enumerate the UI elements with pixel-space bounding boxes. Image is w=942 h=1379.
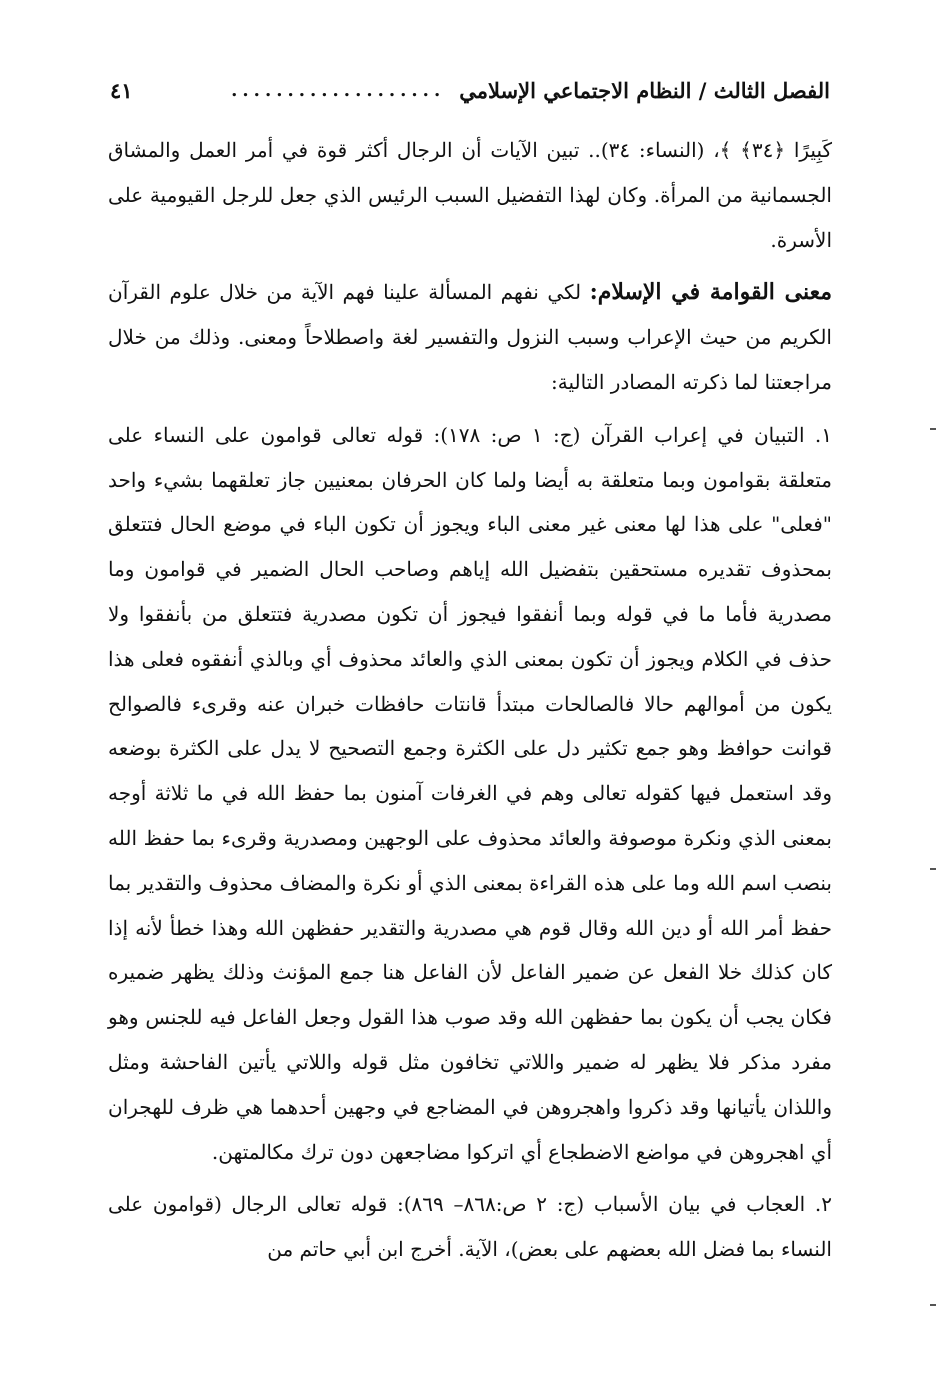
page-number: ٤١ (110, 77, 133, 103)
section-intro-text: لكي نفهم المسألة علينا فهم الآية من خلال علوم القرآن الكريم من حيث الإعراب وسبب النزول والتفسير لغة واصطلاحاً ومعنى. وذلك من خلال مراجعتنا لما ذكرته المصادر التالية: (108, 280, 832, 394)
margin-scan-mark (930, 428, 936, 430)
margin-scan-mark (930, 868, 936, 870)
margin-scan-mark (930, 1304, 936, 1306)
paragraph-source-ujab: ٢. العجاب في بيان الأسباب (ج: ٢ ص:٨٦٨– ٨٦٩): قوله تعالى الرجال (قوامون على النساء بما فضل الله بعضهم على بعض)، الآية. أخرج ابن أبي حاتم من (108, 1192, 833, 1262)
chapter-title: الفصل الثالث / النظام الاجتماعي الإسلامي (459, 77, 830, 103)
paragraph-verse-commentary: كَبِيرًا ﴿٣٤﴾ ﴾، (النساء: ٣٤).. تبين الآيات أن الرجال أكثر قوة في أمر العمل والمشاق الجسمانية من المرأة. وكان لهذا التفضيل السبب الرئيس الذي جعل للرجل القيومية على الأسرة. (108, 138, 832, 252)
page-header (110, 70, 830, 110)
section-heading: معنى القوامة في الإسلام: (589, 279, 833, 306)
header-leader-dots: ................... (231, 79, 446, 101)
paragraph-source-tibyan: ١. التبيان في إعراب القرآن (ج: ١ ص: ١٧٨): قوله تعالى قوامون على النساء على متعلقة بقوامون وبما متعلقة به أيضا ولما كان الحرفان بمعنيين جاز تعلقهما بشيء واحد "فعلى" على هذا لها معنى غير معنى الباء ويجوز أن تكون الباء في موضع الحال فتتعلق بمحذوف تقديره مستحقين بتفضيل الله إياهم وصاحب الحال الضمير في قوامون وما مصدرية فأما ما في قوله وبما أنفقوا فيجوز أن تكون مصدرية فتتعلق من بأنفقوا ولا حذف في الكلام ويجوز أن تكون بمعنى الذي والعائد محذوف أي وبالذي أنفقوه فعلى هذا يكون من أموالهم حالا فالصالحات مبتدأ قانتات حافظات خبران عنه وقرىء فالصوالح قوانت حوافظ وهو جمع تكثير دل على الكثرة وجمع التصحيح لا يدل على الكثرة بوضعه وقد استعمل فيها كقوله تعالى وهم في الغرفات آمنون بما حفظ الله في ما ثلاثة أوجه بمعنى الذي ونكرة موصوفة والعائد محذوف على الوجهين ومصدرية وقرىء بما حفظ الله بنصب اسم الله وما على هذه القراءة بمعنى الذي أو نكرة والمضاف محذوف والتقدير بما حفظ أمر الله أو دين الله وقال قوم هي مصدرية والتقدير حفظهن الله وهذا خطأ لأنه إذا كان كذلك خلا الفعل عن ضمير الفاعل لأن الفاعل هنا جمع المؤنث وذلك يظهر ضميره فكان يجب أن يكون بما حفظهن الله وقد صوب هذا القول وجعل الفاعل فيه للجنس وهو مفرد مذكر فلا يظهر له ضمير واللاتي تخافون مثل قوله واللاتي يأتين الفاحشة ومثل واللذان يأتيانها وقد ذكروا واهجروهن في المضاجع في وجهين أحدهما هي ظرف للهجران أي اهجروهن في مواضع الاضطجاع أي اتركوا مضاجعهن دون ترك مكالمتهن. (108, 422, 832, 1164)
paragraph-meaning-of-qiwama (108, 270, 832, 404)
page-body (108, 128, 832, 1272)
